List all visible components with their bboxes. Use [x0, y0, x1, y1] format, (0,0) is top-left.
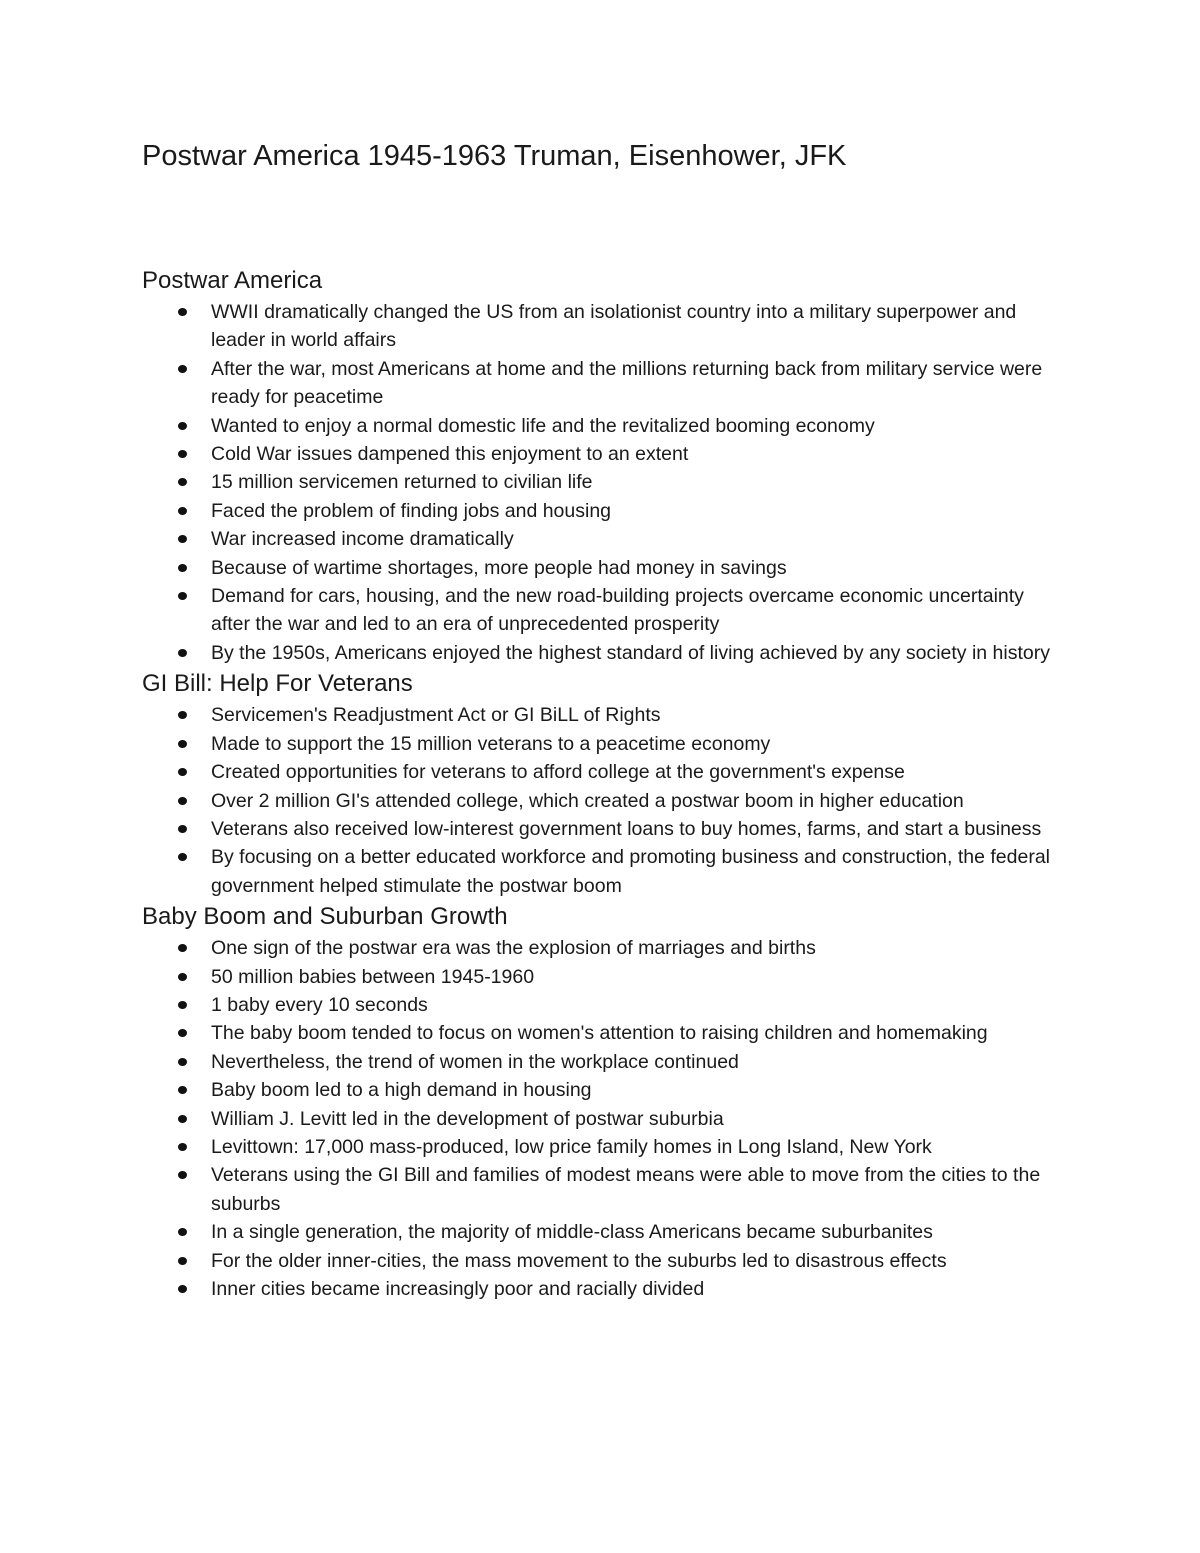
list-item-text: Made to support the 15 million veterans to a peacetime economy — [211, 732, 771, 755]
bullet-list — [142, 701, 1062, 900]
list-item — [142, 963, 1062, 991]
section-heading: Postwar America — [142, 267, 323, 294]
bullet-list — [142, 934, 1062, 1303]
list-item-text: After the war, most Americans at home and the millions returning back from military service were ready for peacetime — [211, 357, 1043, 409]
bullet-icon — [178, 1285, 187, 1293]
list-item — [142, 934, 1062, 962]
list-item — [142, 497, 1062, 525]
list-item-text: Servicemen's Readjustment Act or GI BiLL of Rights — [211, 704, 661, 727]
list-item-text: Over 2 million GI's attended college, which created a postwar boom in higher education — [211, 789, 964, 812]
list-item — [142, 701, 1062, 729]
list-item — [142, 787, 1062, 815]
list-item — [142, 758, 1062, 786]
list-item-text: Baby boom led to a high demand in housing — [211, 1079, 592, 1102]
bullet-icon — [178, 365, 187, 373]
bullet-icon — [178, 422, 187, 430]
document-body — [142, 264, 1062, 1303]
list-item — [142, 815, 1062, 843]
list-item-text: Created opportunities for veterans to afford college at the government's expense — [211, 761, 905, 784]
list-item-text: Demand for cars, housing, and the new road-building projects overcame economic uncertainty after the war and led to an era of unprecedented prosperity — [211, 585, 1024, 636]
list-item — [142, 1218, 1062, 1246]
list-item-text: Faced the problem of finding jobs and housing — [211, 499, 612, 522]
list-item — [142, 1133, 1062, 1161]
list-item-text: Inner cities became increasingly poor and racially divided — [211, 1278, 705, 1300]
list-item-text: Cold War issues dampened this enjoyment to an extent — [211, 443, 689, 466]
bullet-icon — [178, 711, 187, 719]
list-item-text: For the older inner-cities, the mass movement to the suburbs led to disastrous effects — [211, 1249, 947, 1272]
section-baby-boom — [142, 900, 1062, 1303]
bullet-icon — [178, 1228, 187, 1236]
list-item-text: Levittown: 17,000 mass-produced, low price family homes in Long Island, New York — [211, 1135, 932, 1158]
list-item-text: One sign of the postwar era was the explosion of marriages and births — [211, 937, 816, 960]
list-item — [142, 843, 1062, 900]
bullet-icon — [178, 1115, 187, 1123]
list-item-text: 1 baby every 10 seconds — [211, 993, 428, 1016]
bullet-icon — [178, 853, 187, 861]
list-item-text: The baby boom tended to focus on women's attention to raising children and homemaking — [211, 1022, 988, 1045]
bullet-icon — [178, 308, 187, 316]
page-title: Postwar America 1945-1963 Truman, Eisenhower, JFK — [142, 140, 847, 172]
bullet-icon — [178, 740, 187, 748]
bullet-icon — [178, 535, 187, 543]
bullet-icon — [178, 1058, 187, 1066]
list-item — [142, 554, 1062, 582]
list-item-text: In a single generation, the majority of middle-class Americans became suburbanites — [211, 1221, 933, 1244]
section-heading: GI Bill: Help For Veterans — [142, 670, 413, 698]
list-item — [142, 298, 1062, 355]
bullet-icon — [178, 564, 187, 572]
list-item — [142, 582, 1062, 639]
bullet-icon — [178, 450, 187, 458]
list-item — [142, 1019, 1062, 1047]
list-item — [142, 639, 1062, 667]
list-item — [142, 1105, 1062, 1133]
list-item — [142, 1048, 1062, 1076]
list-item-text: By the 1950s, Americans enjoyed the highest standard of living achieved by any society in history — [211, 641, 1050, 664]
bullet-icon — [178, 507, 187, 515]
list-item-text: Nevertheless, the trend of women in the workplace continued — [211, 1050, 739, 1073]
list-item-text: 50 million babies between 1945-1960 — [211, 965, 535, 988]
bullet-icon — [178, 825, 187, 833]
list-item — [142, 1076, 1062, 1104]
list-item — [142, 1247, 1062, 1275]
list-item — [142, 525, 1062, 553]
section-postwar-america — [142, 264, 1062, 667]
bullet-icon — [178, 1029, 187, 1037]
list-item — [142, 440, 1062, 468]
bullet-icon — [178, 1257, 187, 1265]
section-heading: Baby Boom and Suburban Growth — [142, 903, 508, 931]
list-item-text: Because of wartime shortages, more people had money in savings — [211, 556, 787, 579]
bullet-icon — [178, 797, 187, 805]
list-item-text: 15 million servicemen returned to civilian life — [211, 471, 593, 494]
list-item — [142, 1275, 1062, 1303]
list-item-text: War increased income dramatically — [211, 528, 514, 551]
bullet-icon — [178, 478, 187, 486]
bullet-icon — [178, 1143, 187, 1151]
list-item-text: Veterans using the GI Bill and families of modest means were able to move from the cities to the suburbs — [211, 1164, 1041, 1215]
list-item — [142, 1161, 1062, 1218]
bullet-list — [142, 298, 1062, 667]
list-item-text: WWII dramatically changed the US from an isolationist country into a military superpower and leader in world affairs — [211, 301, 1017, 352]
list-item — [142, 355, 1062, 412]
bullet-icon — [178, 1171, 187, 1179]
list-item — [142, 468, 1062, 496]
list-item — [142, 991, 1062, 1019]
bullet-icon — [178, 1086, 187, 1094]
list-item-text: Wanted to enjoy a normal domestic life and the revitalized booming economy — [211, 414, 875, 437]
list-item — [142, 412, 1062, 440]
list-item — [142, 730, 1062, 758]
list-item-text: By focusing on a better educated workforce and promoting business and construction, the federal government helped stimulate the postwar boom — [211, 846, 1051, 897]
list-item-text: Veterans also received low-interest government loans to buy homes, farms, and start a business — [211, 817, 1042, 840]
list-item-text: William J. Levitt led in the development of postwar suburbia — [211, 1107, 724, 1130]
bullet-icon — [178, 592, 187, 600]
section-gi-bill — [142, 667, 1062, 900]
bullet-icon — [178, 768, 187, 776]
bullet-icon — [178, 973, 187, 981]
bullet-icon — [178, 649, 187, 657]
bullet-icon — [178, 1001, 187, 1009]
bullet-icon — [178, 944, 187, 952]
